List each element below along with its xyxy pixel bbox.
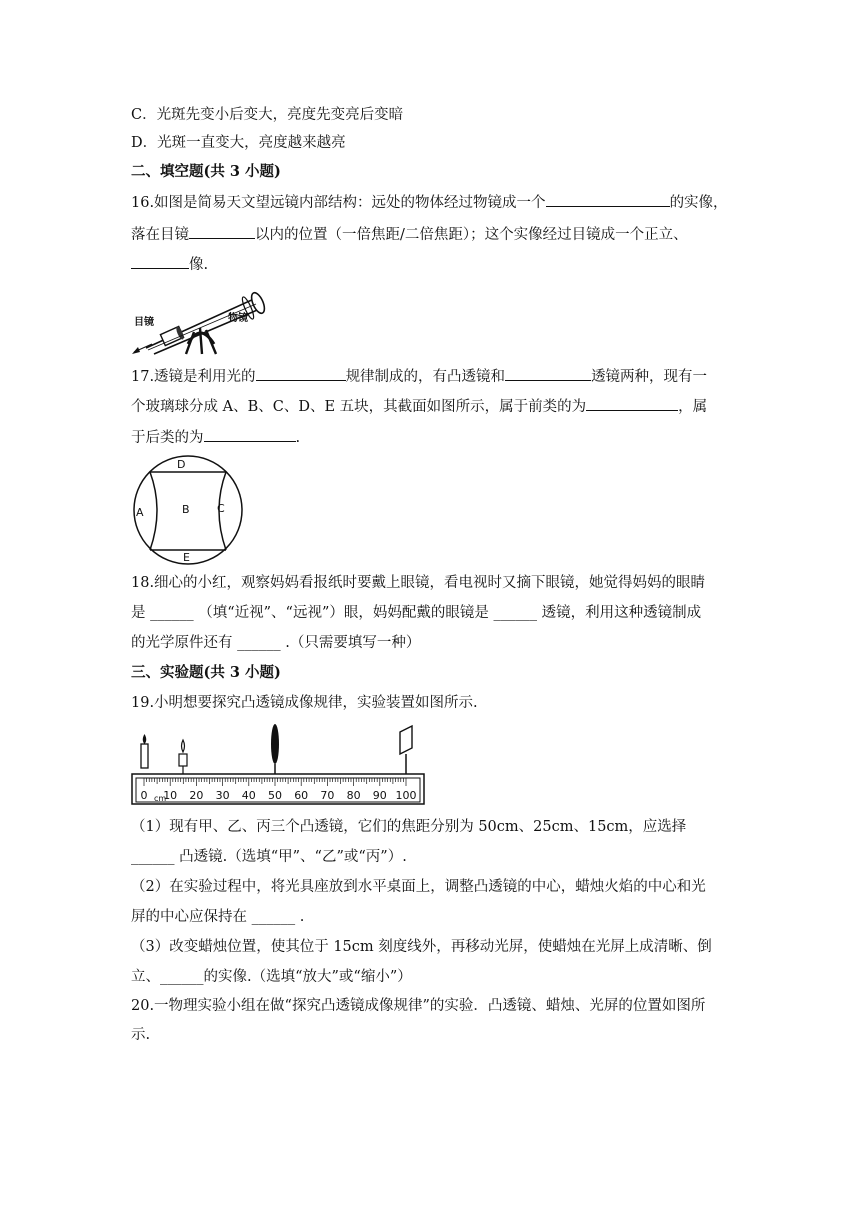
q17-blank-1[interactable] bbox=[256, 366, 346, 381]
q19-part3-line2: 立、______的实像.（选填“放大”或“缩小”） bbox=[131, 969, 412, 985]
ruler-tick-label: 80 bbox=[346, 789, 361, 802]
q16-line2: 落在目镜 以内的位置（一倍焦距/二倍焦距）；这个实像经过目镜成一个正立、 bbox=[131, 224, 688, 245]
section-title-experiment: 三、实验题(共 3 小题) bbox=[131, 664, 281, 681]
ruler-tick-label: 60 bbox=[294, 789, 309, 802]
q18-line3: 的光学原件还有 ______ .（只需要填写一种） bbox=[131, 635, 421, 651]
label-c: C bbox=[217, 502, 225, 515]
q17-line1: 17.透镜是利用光的 规律制成的，有凸透镜和 透镜两种，现有一 bbox=[131, 366, 707, 387]
ruler-tick-label: 50 bbox=[268, 789, 282, 802]
q17-line3: 于后类的为 . bbox=[131, 427, 300, 448]
ruler-tick-label: 40 bbox=[241, 789, 256, 802]
label-e: E bbox=[183, 551, 190, 564]
q17-blank-3[interactable] bbox=[586, 396, 678, 411]
ruler-tick-label: 0 bbox=[140, 789, 148, 802]
q16-blank-1[interactable] bbox=[546, 192, 670, 207]
label-d: D bbox=[177, 458, 186, 471]
q16-line3: 像. bbox=[131, 254, 208, 275]
q19-part1-line1: （1）现有甲、乙、丙三个凸透镜，它们的焦距分别为 50cm、25cm、15cm，应选择 bbox=[131, 819, 687, 835]
q19-part1-line2: ______ 凸透镜.（选填“甲”、“乙”或“丙”）. bbox=[131, 849, 407, 865]
option-c: C．光斑先变小后变大，亮度先变亮后变暗 bbox=[131, 107, 404, 123]
section-title-fill-blank: 二、填空题(共 3 小题) bbox=[131, 163, 281, 180]
q16-blank-2[interactable] bbox=[189, 224, 255, 239]
ruler-tick-label: 20 bbox=[189, 789, 204, 802]
q17-blank-2[interactable] bbox=[505, 366, 591, 381]
q19-part2-line2: 屏的中心应保持在 ______ . bbox=[131, 909, 305, 925]
q19-part2-line1: （2）在实验过程中，将光具座放到水平桌面上，调整凸透镜的中心，蜡烛火焰的中心和光 bbox=[131, 879, 706, 895]
ruler-unit-label: cm bbox=[154, 794, 167, 803]
ruler-tick-label: 70 bbox=[320, 789, 335, 802]
q19-intro: 19.小明想要探究凸透镜成像规律，实验装置如图所示. bbox=[131, 695, 478, 711]
telescope-figure bbox=[128, 284, 274, 356]
ruler-tick-label: 10 bbox=[163, 789, 178, 802]
option-d: D．光斑一直变大，亮度越来越亮 bbox=[131, 135, 346, 151]
label-b: B bbox=[182, 503, 190, 516]
ruler-tick-label: 30 bbox=[215, 789, 230, 802]
q20-line2: 示. bbox=[131, 1027, 151, 1043]
q17-line2: 个玻璃球分成 A、B、C、D、E 五块，其截面如图所示，属于前类的为 ，属 bbox=[131, 396, 707, 417]
q16-line1: 16.如图是简易天文望远镜内部结构：远处的物体经过物镜成一个 的实像， bbox=[131, 192, 728, 213]
optical-bench-figure bbox=[128, 720, 428, 810]
q16-blank-3[interactable] bbox=[131, 254, 189, 269]
eyepiece-label: 目镜 bbox=[134, 317, 154, 328]
ruler-tick-label: 100 bbox=[395, 789, 417, 802]
q17-blank-4[interactable] bbox=[204, 427, 296, 442]
glass-ball-figure bbox=[128, 454, 248, 566]
q18-line2: 是 ______ （填“近视”、“远视”）眼，妈妈配戴的眼镜是 ______ 透镜，利用这种透镜制成 bbox=[131, 605, 702, 621]
q20-line1: 20.一物理实验小组在做“探究凸透镜成像规律”的实验．凸透镜、蜡烛、光屏的位置如图所 bbox=[131, 998, 706, 1014]
objective-label: 物镜 bbox=[228, 313, 248, 324]
label-a: A bbox=[136, 506, 144, 519]
q19-part3-line1: （3）改变蜡烛位置，使其位于 15cm 刻度线外，再移动光屏，使蜡烛在光屏上成清晰、倒 bbox=[131, 939, 712, 955]
ruler-tick-label: 90 bbox=[372, 789, 387, 802]
q18-line1: 18.细心的小红，观察妈妈看报纸时要戴上眼镜，看电视时又摘下眼镜，她觉得妈妈的眼睛 bbox=[131, 575, 706, 591]
